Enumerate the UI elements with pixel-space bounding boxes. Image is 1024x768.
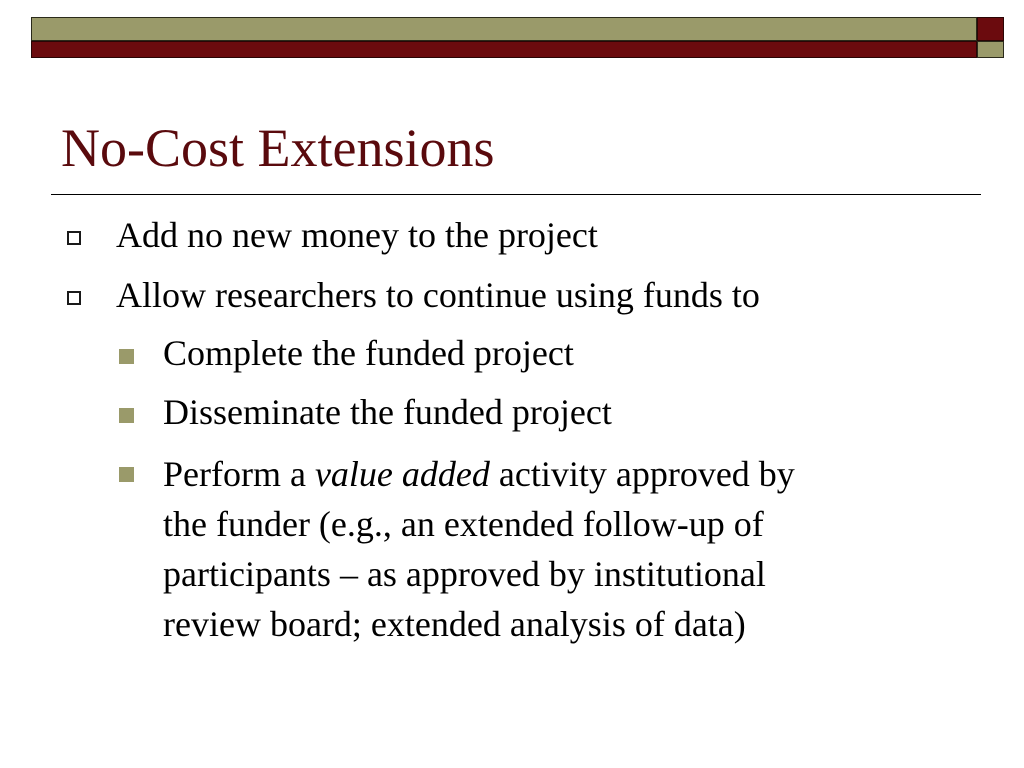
sub-bullet-item <box>163 390 612 434</box>
hollow-square-bullet-icon <box>67 291 81 305</box>
sub-bullet-item <box>163 331 574 375</box>
solid-square-bullet-icon <box>119 408 134 423</box>
sub-bullet-text: Disseminate the funded project <box>163 392 612 432</box>
solid-square-bullet-icon <box>119 349 134 364</box>
sub-bullet-continuation: review board; extended analysis of data) <box>163 604 746 644</box>
sub-bullet-continuation: the funder (e.g., an extended follow-up of <box>163 504 764 544</box>
sub-bullet-prefix: Perform a <box>163 454 315 494</box>
sub-bullet-continuation: participants – as approved by institutional <box>163 554 766 594</box>
slide-title: No-Cost Extensions <box>61 118 495 178</box>
bullet-text: Add no new money to the project <box>116 215 598 255</box>
sub-bullet-item <box>163 449 795 649</box>
bullet-item <box>116 273 760 317</box>
sub-bullet-suffix: activity approved by <box>489 454 795 494</box>
solid-square-bullet-icon <box>119 467 134 482</box>
sub-bullet-line <box>163 449 795 499</box>
bullet-text: Allow researchers to continue using funds to <box>116 275 760 315</box>
hollow-square-bullet-icon <box>67 231 81 245</box>
emphasis-text: value added <box>314 454 490 494</box>
bullet-item <box>116 213 598 257</box>
sub-bullet-text: Complete the funded project <box>163 333 574 373</box>
